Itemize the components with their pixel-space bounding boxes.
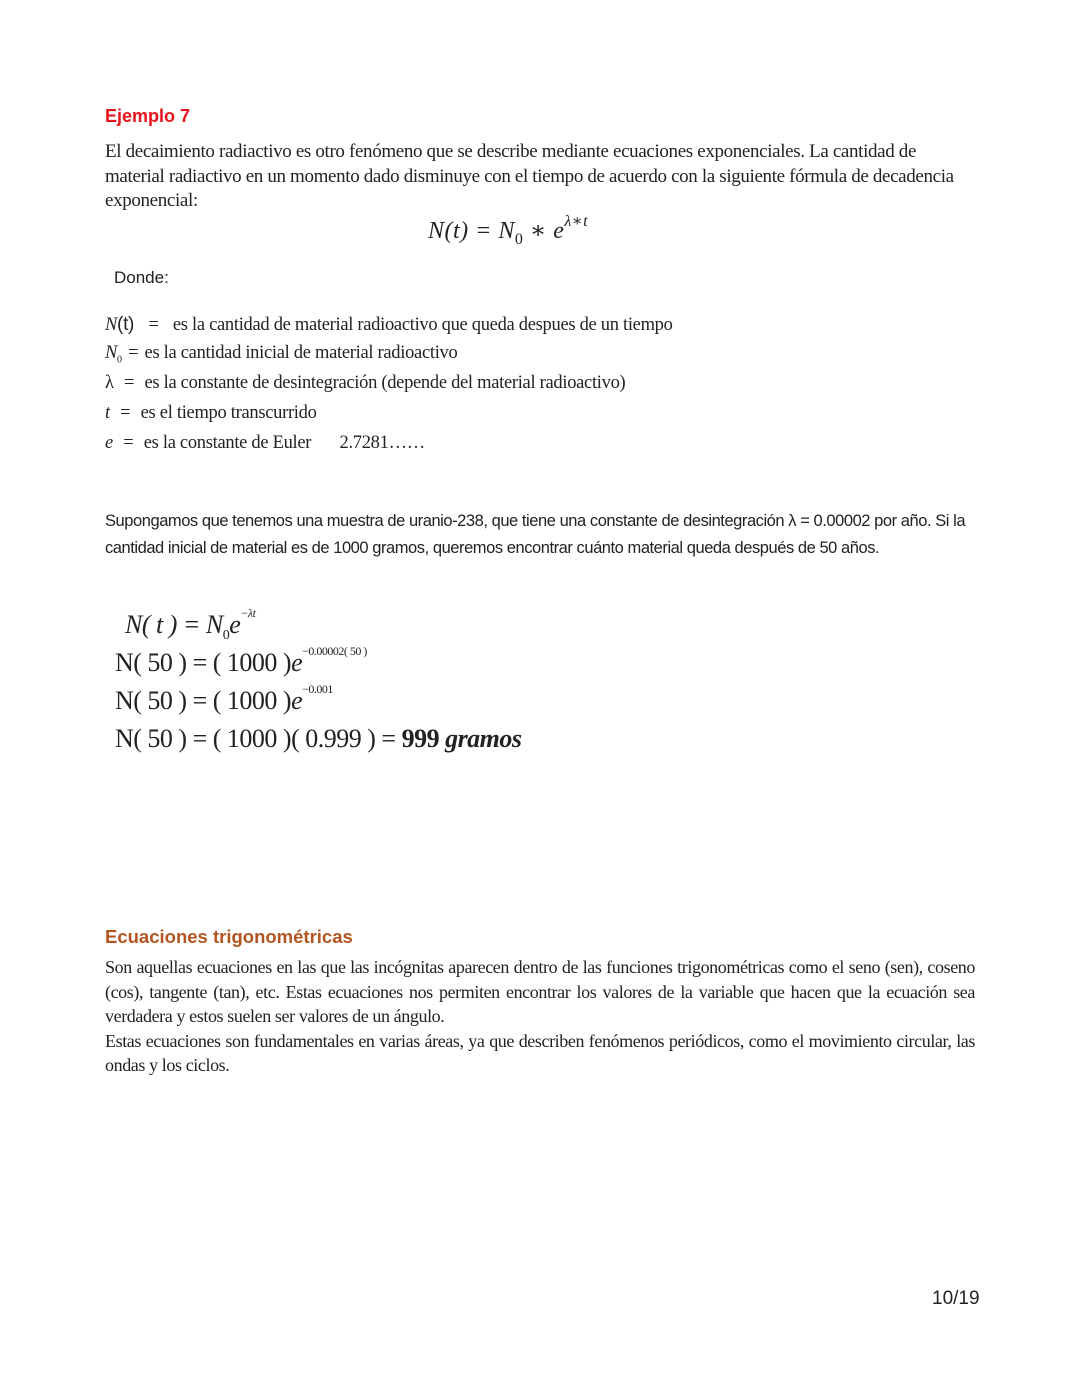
- donde-label: Donde:: [114, 268, 169, 287]
- example-title: Ejemplo 7: [105, 106, 191, 126]
- formula-exponent: λ∗t: [564, 213, 589, 230]
- definition-text: es la constante de Euler: [143, 433, 312, 453]
- problem-paragraph: Supongamos que tenemos una muestra de uranio-238, que tiene una constante de desintegración λ = 0.00002 por año. Si la cantidad inicial de material es de 1000 gramos, queremos encontrar cuánto material queda después de 50 años.: [105, 512, 966, 557]
- definition-symbol: t: [105, 403, 110, 423]
- solution-line-1: N( t ) = $N_0e^{-\lambda t}$: [125, 606, 256, 644]
- section-body: [105, 955, 975, 1078]
- definition-text: es la constante de desintegración (depende del material radioactivo): [144, 373, 626, 393]
- solution-lhs: N( 50 ) = ( 1000 ): [115, 686, 292, 715]
- definition-symbol-extra: (t): [117, 314, 135, 335]
- definition-text: es la cantidad inicial de material radioactivo: [144, 343, 458, 363]
- definition-n-t: [105, 314, 673, 336]
- euler-value: 2.7281……: [339, 433, 425, 453]
- definition-symbol: N: [105, 315, 118, 335]
- equals-sign: =: [148, 315, 159, 335]
- definition-t: [105, 403, 317, 424]
- section-paragraph-2: Estas ecuaciones son fundamentales en varias áreas, ya que describen fenómenos periódicos, como el movimiento circular, las ondas y los ciclos.: [105, 1030, 975, 1075]
- formula-sub: 0: [514, 230, 524, 248]
- formula-lhs: N(t) = N: [428, 218, 515, 244]
- definition-lambda: [105, 373, 625, 394]
- definition-text: es la cantidad de material radioactivo que queda despues de un tiempo: [172, 315, 673, 335]
- decay-formula: [428, 214, 588, 249]
- section-paragraph-1: Son aquellas ecuaciones en las que las incógnitas aparecen dentro de las funciones trigonométricas como el seno (sen), coseno (cos), tangente (tan), etc. Estas ecuaciones nos permiten encontrar los valores de la variable que hacen que la ecuación sea verdadera y estos suelen ser valores de un ángulo.: [105, 957, 975, 1026]
- equals-sign: =: [120, 403, 131, 423]
- solution-line-3: N( 50 ) = ( 1000 )$e^{-0.001}$: [115, 682, 333, 715]
- solution-line-4: [115, 724, 522, 754]
- definition-e: [105, 433, 425, 454]
- solution-lhs: N( 50 ) = ( 1000 ): [115, 648, 292, 677]
- result-number: 999: [401, 724, 440, 753]
- result-unit: gramos: [445, 724, 522, 753]
- equals-sign: =: [123, 433, 134, 453]
- formula-mid: ∗ e: [523, 218, 565, 244]
- solution-lhs: N( t ) = N: [125, 610, 223, 639]
- intro-paragraph: El decaimiento radiactivo es otro fenómeno que se describe mediante ecuaciones exponenciales. La cantidad de material radiactivo en un momento dado disminuye con el tiempo de acuerdo con la siguiente fórmula de decadencia exponencial:: [105, 141, 954, 211]
- definition-text: es el tiempo transcurrido: [140, 403, 317, 423]
- definition-symbol: $N_0$: [105, 343, 122, 366]
- equals-sign: =: [128, 343, 139, 363]
- equals-sign: =: [124, 373, 135, 393]
- definition-symbol: e: [105, 433, 113, 453]
- solution-lhs: N( 50 ) = ( 1000 )( 0.999 ) =: [115, 724, 402, 753]
- definition-n0: [105, 343, 457, 366]
- page-number: 10/19: [932, 1288, 980, 1309]
- section-title: Ecuaciones trigonométricas: [105, 926, 353, 947]
- definition-symbol: λ: [105, 373, 114, 393]
- solution-line-2: N( 50 ) = ( 1000 )$e^{-0.00002( 50 )}$: [115, 644, 367, 677]
